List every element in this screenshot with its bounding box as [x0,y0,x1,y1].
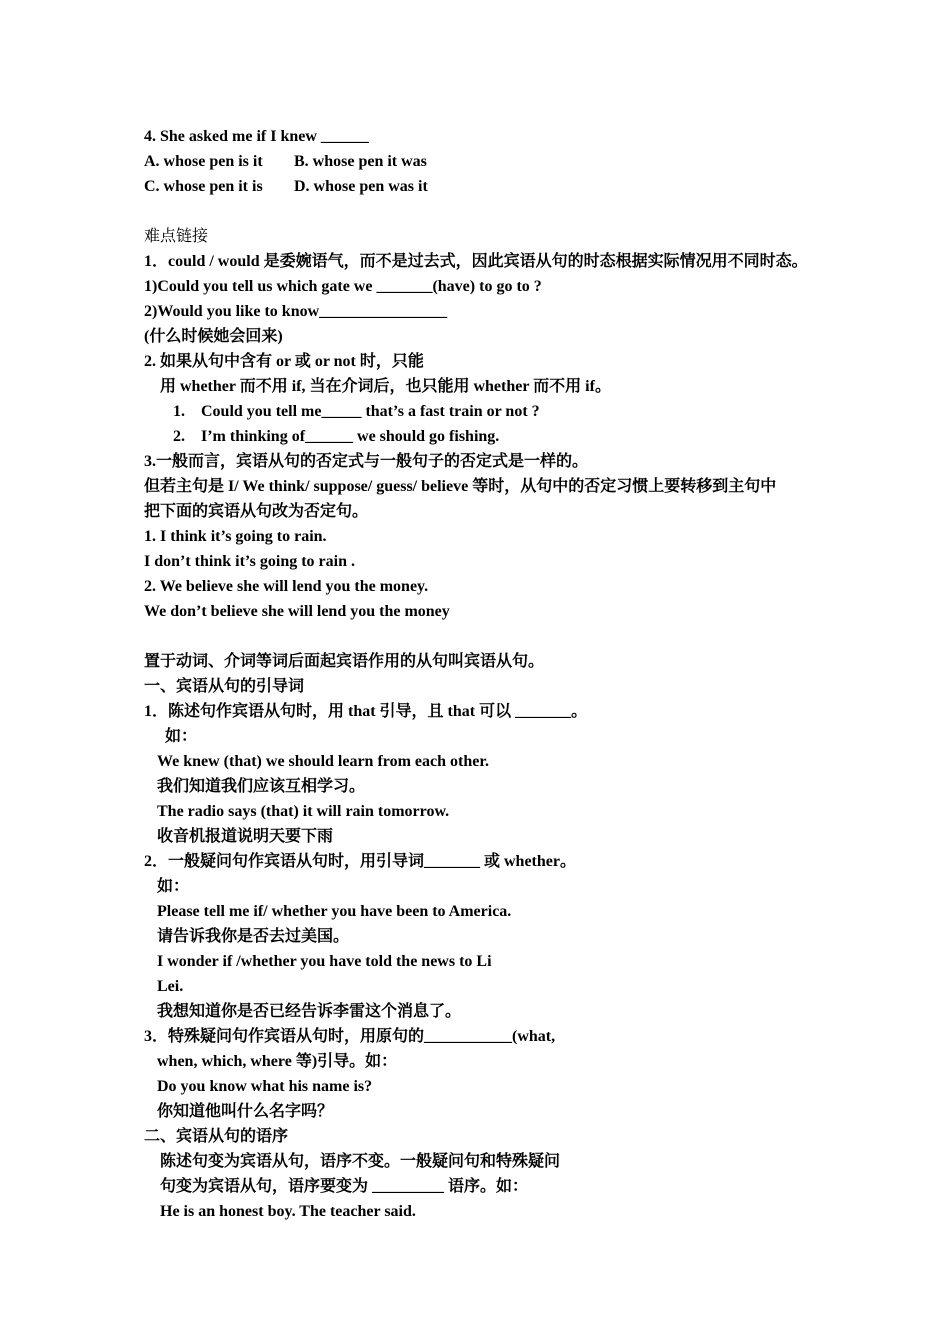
difficulty-point-2-cont: 用 whether 而不用 if, 当在介词后，也只能用 whether 而不用 if。 [160,378,611,395]
example-translation: 我想知道你是否已经告诉李雷这个消息了。 [157,1003,462,1020]
section-title: 一、宾语从句的引导词 [144,678,305,695]
list-text: I’m thinking of______ we should go fishing. [201,428,500,445]
list-number: 1. [173,403,185,420]
example-sentence: Do you know what his name is? [157,1078,373,1095]
difficulty-point-3: 3.一般而言，宾语从句的否定式与一般句子的否定式是一样的。 [144,453,589,470]
example-label: 如： [157,878,190,895]
example-translation: 我们知道我们应该互相学习。 [157,778,366,795]
exercise-hint: (什么时候她会回来) [144,328,283,345]
options-row-cd [144,174,864,199]
example-sentence: Please tell me if/ whether you have been to America. [157,903,512,920]
difficulty-point-3-cont: 把下面的宾语从句改为否定句。 [144,503,369,520]
example-translation: 收音机报道说明天要下雨 [157,828,334,845]
rule-2: 2．一般疑问句作宾语从句时，用引导词_______ 或 whether。 [144,853,576,870]
section-title: 二、宾语从句的语序 [144,1128,289,1145]
list-item [144,399,864,424]
example-translation: 请告诉我你是否去过美国。 [157,928,350,945]
spacer [144,624,864,649]
option-a: A. whose pen is it [144,153,263,170]
definition-intro: 置于动词、介词等词后面起宾语作用的从句叫宾语从句。 [144,653,545,670]
section-heading: 难点链接 [144,228,209,245]
example-label: 如： [165,728,198,745]
list-item [144,424,864,449]
example-sentence: I wonder if /whether you have told the news to Li [157,953,492,970]
rule-1: 1．陈述句作宾语从句时，用 that 引导，且 that 可以 _______。 [144,703,588,720]
question-stem: 4. She asked me if I knew ______ [144,128,369,145]
example-translation: 你知道他叫什么名字吗？ [157,1103,334,1120]
example-sentence: 2. We believe she will lend you the money. [144,578,429,595]
option-b: B. whose pen it was [294,153,427,170]
spacer [144,199,864,224]
document-page [144,124,864,1224]
exercise-line: 1)Could you tell us which gate we _______(have) to go to ? [144,278,542,295]
example-answer: I don’t think it’s going to rain . [144,553,355,570]
difficulty-point-2: 2. 如果从句中含有 or 或 or not 时，只能 [144,353,424,370]
example-sentence: The radio says (that) it will rain tomorrow. [157,803,450,820]
difficulty-point-1: 1．could / would 是委婉语气，而不是过去式，因此宾语从句的时态根据实际情况用不同时态。 [144,253,808,270]
list-text: Could you tell me_____ that’s a fast train or not ? [201,403,540,420]
word-order-text: 句变为宾语从句，语序要变为 _________ 语序。如： [160,1178,529,1195]
example-sentence: He is an honest boy. The teacher said. [160,1203,416,1220]
example-sentence: 1. I think it’s going to rain. [144,528,327,545]
list-number: 2. [173,428,185,445]
exercise-line: 2)Would you like to know________________ [144,303,448,320]
option-c: C. whose pen it is [144,178,263,195]
word-order-text: 陈述句变为宾语从句，语序不变。一般疑问句和特殊疑问 [160,1153,561,1170]
option-d: D. whose pen was it [294,178,428,195]
difficulty-point-3-cont: 但若主句是 I/ We think/ suppose/ guess/ believe 等时，从句中的否定习惯上要转移到主句中 [144,478,777,495]
rule-3-cont: when, which, where 等)引导。如： [157,1053,398,1070]
example-sentence-cont: Lei. [157,978,184,995]
options-row-ab [144,149,864,174]
rule-3: 3．特殊疑问句作宾语从句时，用原句的___________(what, [144,1028,556,1045]
example-sentence: We knew (that) we should learn from each other. [157,753,489,770]
example-answer: We don’t believe she will lend you the money [144,603,450,620]
